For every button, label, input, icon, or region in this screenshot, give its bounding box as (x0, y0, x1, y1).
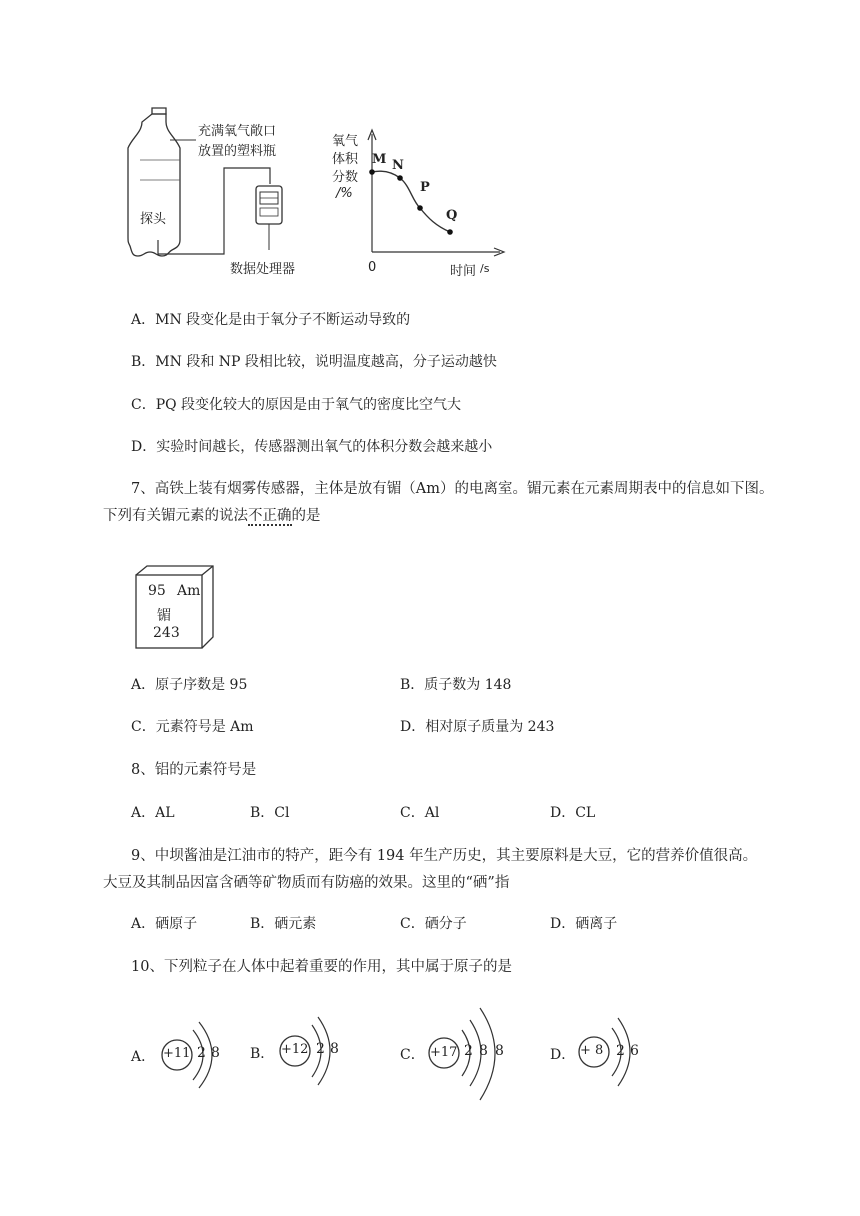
element-symbol: Am (177, 583, 201, 599)
q10-b-nucleus: +12 (281, 1042, 309, 1057)
q8-option-c[interactable]: C．Al (400, 805, 440, 821)
q10-option-c[interactable] (400, 1004, 530, 1104)
q8-option-a[interactable]: A．AL (131, 805, 175, 821)
q9-stem-line1: 9、中坝酱油是江油市的特产，距今有 194 年生产历史，其主要原料是大豆，它的营养价值很高。 (131, 848, 758, 864)
q10-c-shell-1: 2 (464, 1043, 473, 1059)
atomic-number: 95 (148, 583, 166, 599)
point-n-label: N (392, 158, 404, 173)
element-tile (135, 565, 215, 650)
q7-option-b[interactable]: B．质子数为 148 (400, 677, 512, 693)
q7-option-c[interactable]: C．元素符号是 Am (131, 719, 254, 735)
y-axis-label-1: 氧气 (332, 134, 359, 149)
q10-a-nucleus: +11 (163, 1046, 191, 1061)
experiment-figure (120, 100, 520, 280)
q10-option-d-letter: D． (550, 1047, 576, 1063)
q7-stem-part1: 下列有关镅元素的说法 (103, 508, 248, 524)
q10-option-a[interactable] (131, 1010, 241, 1100)
q6-option-c[interactable]: C．PQ 段变化较大的原因是由于氧气的密度比空气大 (131, 397, 462, 413)
q10-option-b[interactable] (250, 1005, 360, 1095)
q7-option-d[interactable]: D．相对原子质量为 243 (400, 719, 555, 735)
q7-stem-part3: 的是 (291, 508, 321, 524)
q10-b-shell-1: 2 (316, 1041, 325, 1057)
y-axis-label-2: 体积 (332, 152, 359, 167)
q6-option-b[interactable]: B．MN 段和 NP 段相比较，说明温度越高，分子运动越快 (131, 354, 497, 370)
q7-stem-line2 (103, 506, 321, 526)
origin-label: 0 (368, 260, 377, 275)
q10-d-nucleus: + 8 (580, 1043, 604, 1058)
x-axis-unit: /s (480, 262, 490, 275)
q6-option-a[interactable]: A．MN 段变化是由于氧分子不断运动导致的 (131, 312, 411, 328)
bottle-label-line1: 充满氧气敞口 (198, 124, 277, 139)
q9-option-d[interactable]: D．硒离子 (550, 916, 618, 932)
y-axis-unit: /% (336, 186, 353, 201)
q10-option-b-letter: B． (250, 1046, 275, 1062)
q10-c-shell-3: 8 (495, 1043, 504, 1059)
q10-d-shell-2: 6 (630, 1043, 639, 1059)
q10-option-a-letter: A． (131, 1049, 156, 1065)
x-axis-label: 时间 (450, 264, 477, 279)
q10-b-shell-2: 8 (330, 1041, 339, 1057)
q9-option-c[interactable]: C．硒分子 (400, 916, 467, 932)
q7-emphasis: 不正确 (248, 508, 292, 524)
q10-a-shell-1: 2 (197, 1045, 206, 1061)
q7-option-a[interactable]: A．原子序数是 95 (131, 677, 248, 693)
q9-option-a[interactable]: A．硒原子 (131, 916, 198, 932)
q9-option-b[interactable]: B．硒元素 (250, 916, 317, 932)
bottle-label-line2: 放置的塑料瓶 (198, 144, 277, 159)
q10-option-c-letter: C． (400, 1047, 425, 1063)
q8-option-b[interactable]: B．Cl (250, 805, 290, 821)
q10-a-shell-2: 8 (211, 1045, 220, 1061)
q10-option-d[interactable] (550, 1010, 660, 1100)
q10-d-shell-1: 2 (616, 1043, 625, 1059)
q8-option-d[interactable]: D．CL (550, 805, 596, 821)
probe-label: 探头 (140, 212, 167, 227)
q8-stem: 8、铝的元素符号是 (131, 762, 257, 778)
y-axis-label-3: 分数 (332, 170, 359, 185)
q6-option-d[interactable]: D．实验时间越长，传感器测出氧气的体积分数会越来越小 (131, 439, 493, 455)
point-m-label: M (372, 152, 387, 167)
atom-structure-d-diagram (550, 1010, 660, 1100)
point-q-label: Q (446, 208, 458, 223)
q7-stem-line1: 7、高铁上装有烟雾传感器，主体是放有镅（Am）的电离室。镅元素在元素周期表中的信息如下图。 (131, 481, 774, 497)
point-p-label: P (420, 180, 430, 195)
q10-c-nucleus: +17 (430, 1045, 458, 1060)
atomic-mass: 243 (153, 625, 180, 641)
q10-c-shell-2: 8 (479, 1043, 488, 1059)
q9-stem-line2: 大豆及其制品因富含硒等矿物质而有防癌的效果。这里的“硒”指 (103, 875, 510, 891)
processor-label: 数据处理器 (230, 262, 296, 277)
bottle-diagram (120, 100, 520, 280)
element-name: 镅 (157, 608, 171, 624)
q10-stem: 10、下列粒子在人体中起着重要的作用，其中属于原子的是 (131, 959, 512, 975)
